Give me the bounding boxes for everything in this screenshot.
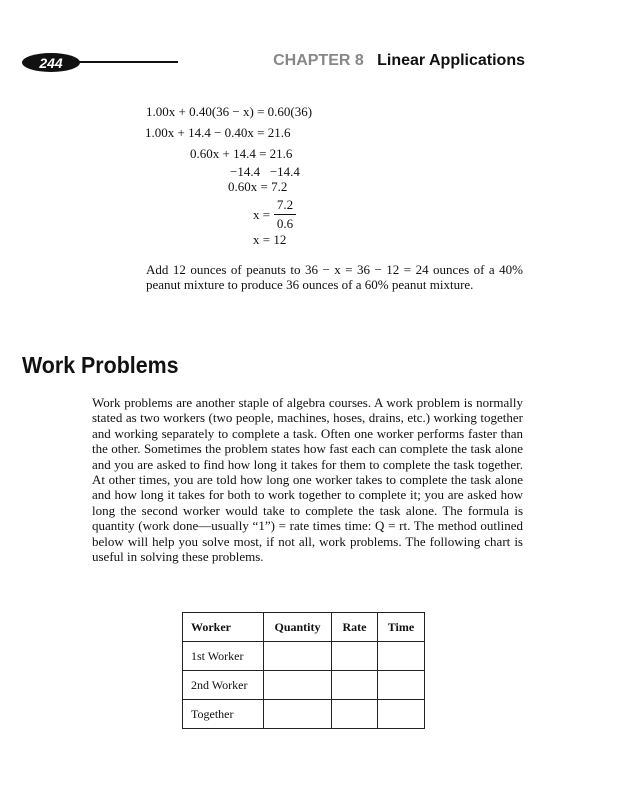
fraction-denominator: 0.6 [276, 216, 294, 231]
table-cell [378, 642, 425, 671]
table-row [183, 700, 425, 729]
section-title: Work Problems [22, 352, 179, 378]
chapter-title: Linear Applications [377, 52, 525, 69]
fraction-bar [274, 214, 296, 215]
work-chart-table [182, 612, 425, 729]
fraction-numerator: 7.2 [276, 197, 294, 212]
table-cell [332, 700, 378, 729]
table-cell [378, 671, 425, 700]
table-cell [264, 671, 332, 700]
row-label: Together [183, 700, 264, 729]
equation-line-1: 1.00x + 0.40(36 − x) = 0.60(36) [146, 104, 313, 119]
running-header [273, 52, 525, 70]
conclusion-paragraph: Add 12 ounces of peanuts to 36 − x = 36 − 12 = 24 ounces of a 40% peanut mixture to produce 36 ounces of a 60% peanut mixture. [146, 262, 523, 293]
header-rate: Rate [332, 613, 378, 642]
table-header-row [183, 613, 425, 642]
row-label: 1st Worker [183, 642, 264, 671]
equation-line-3: 0.60x + 14.4 = 21.6 [190, 146, 293, 161]
table-row [183, 671, 425, 700]
chapter-label: CHAPTER 8 [273, 52, 364, 69]
header-rule [70, 61, 178, 63]
fraction-lhs: x = [253, 207, 271, 222]
table-cell [264, 642, 332, 671]
equation-line-5: 0.60x = 7.2 [228, 179, 288, 194]
header-quantity: Quantity [264, 613, 332, 642]
header-worker: Worker [183, 613, 264, 642]
table-row [183, 642, 425, 671]
header-time: Time [378, 613, 425, 642]
page-number: 244 [22, 53, 80, 72]
table-cell [378, 700, 425, 729]
table-cell [332, 671, 378, 700]
equation-line-2: 1.00x + 14.4 − 0.40x = 21.6 [145, 125, 291, 140]
equation-final: x = 12 [253, 232, 287, 247]
equation-line-4: −14.4 −14.4 [230, 164, 300, 179]
row-label: 2nd Worker [183, 671, 264, 700]
table-cell [332, 642, 378, 671]
section-body: Work problems are another staple of algebra courses. A work problem is normally stated as two workers (two people, machines, hoses, drains, etc.) working together and working separately to complete a task. Often one worker performs faster than the other. Sometimes the problem states how fast each can complete the task alone and you are asked to find how long it takes for them to complete the task together. At other times, you are told how long one worker takes to complete the task alone and how long it takes for both to work together to complete it; you are asked how long the second worker would take to complete the task alone. The formula is quantity (work done—usually “1”) = rate times time: Q = rt. The method outlined below will help you solve most, if not all, work problems. The following chart is useful in solving these problems. [92, 395, 523, 565]
table-cell [264, 700, 332, 729]
